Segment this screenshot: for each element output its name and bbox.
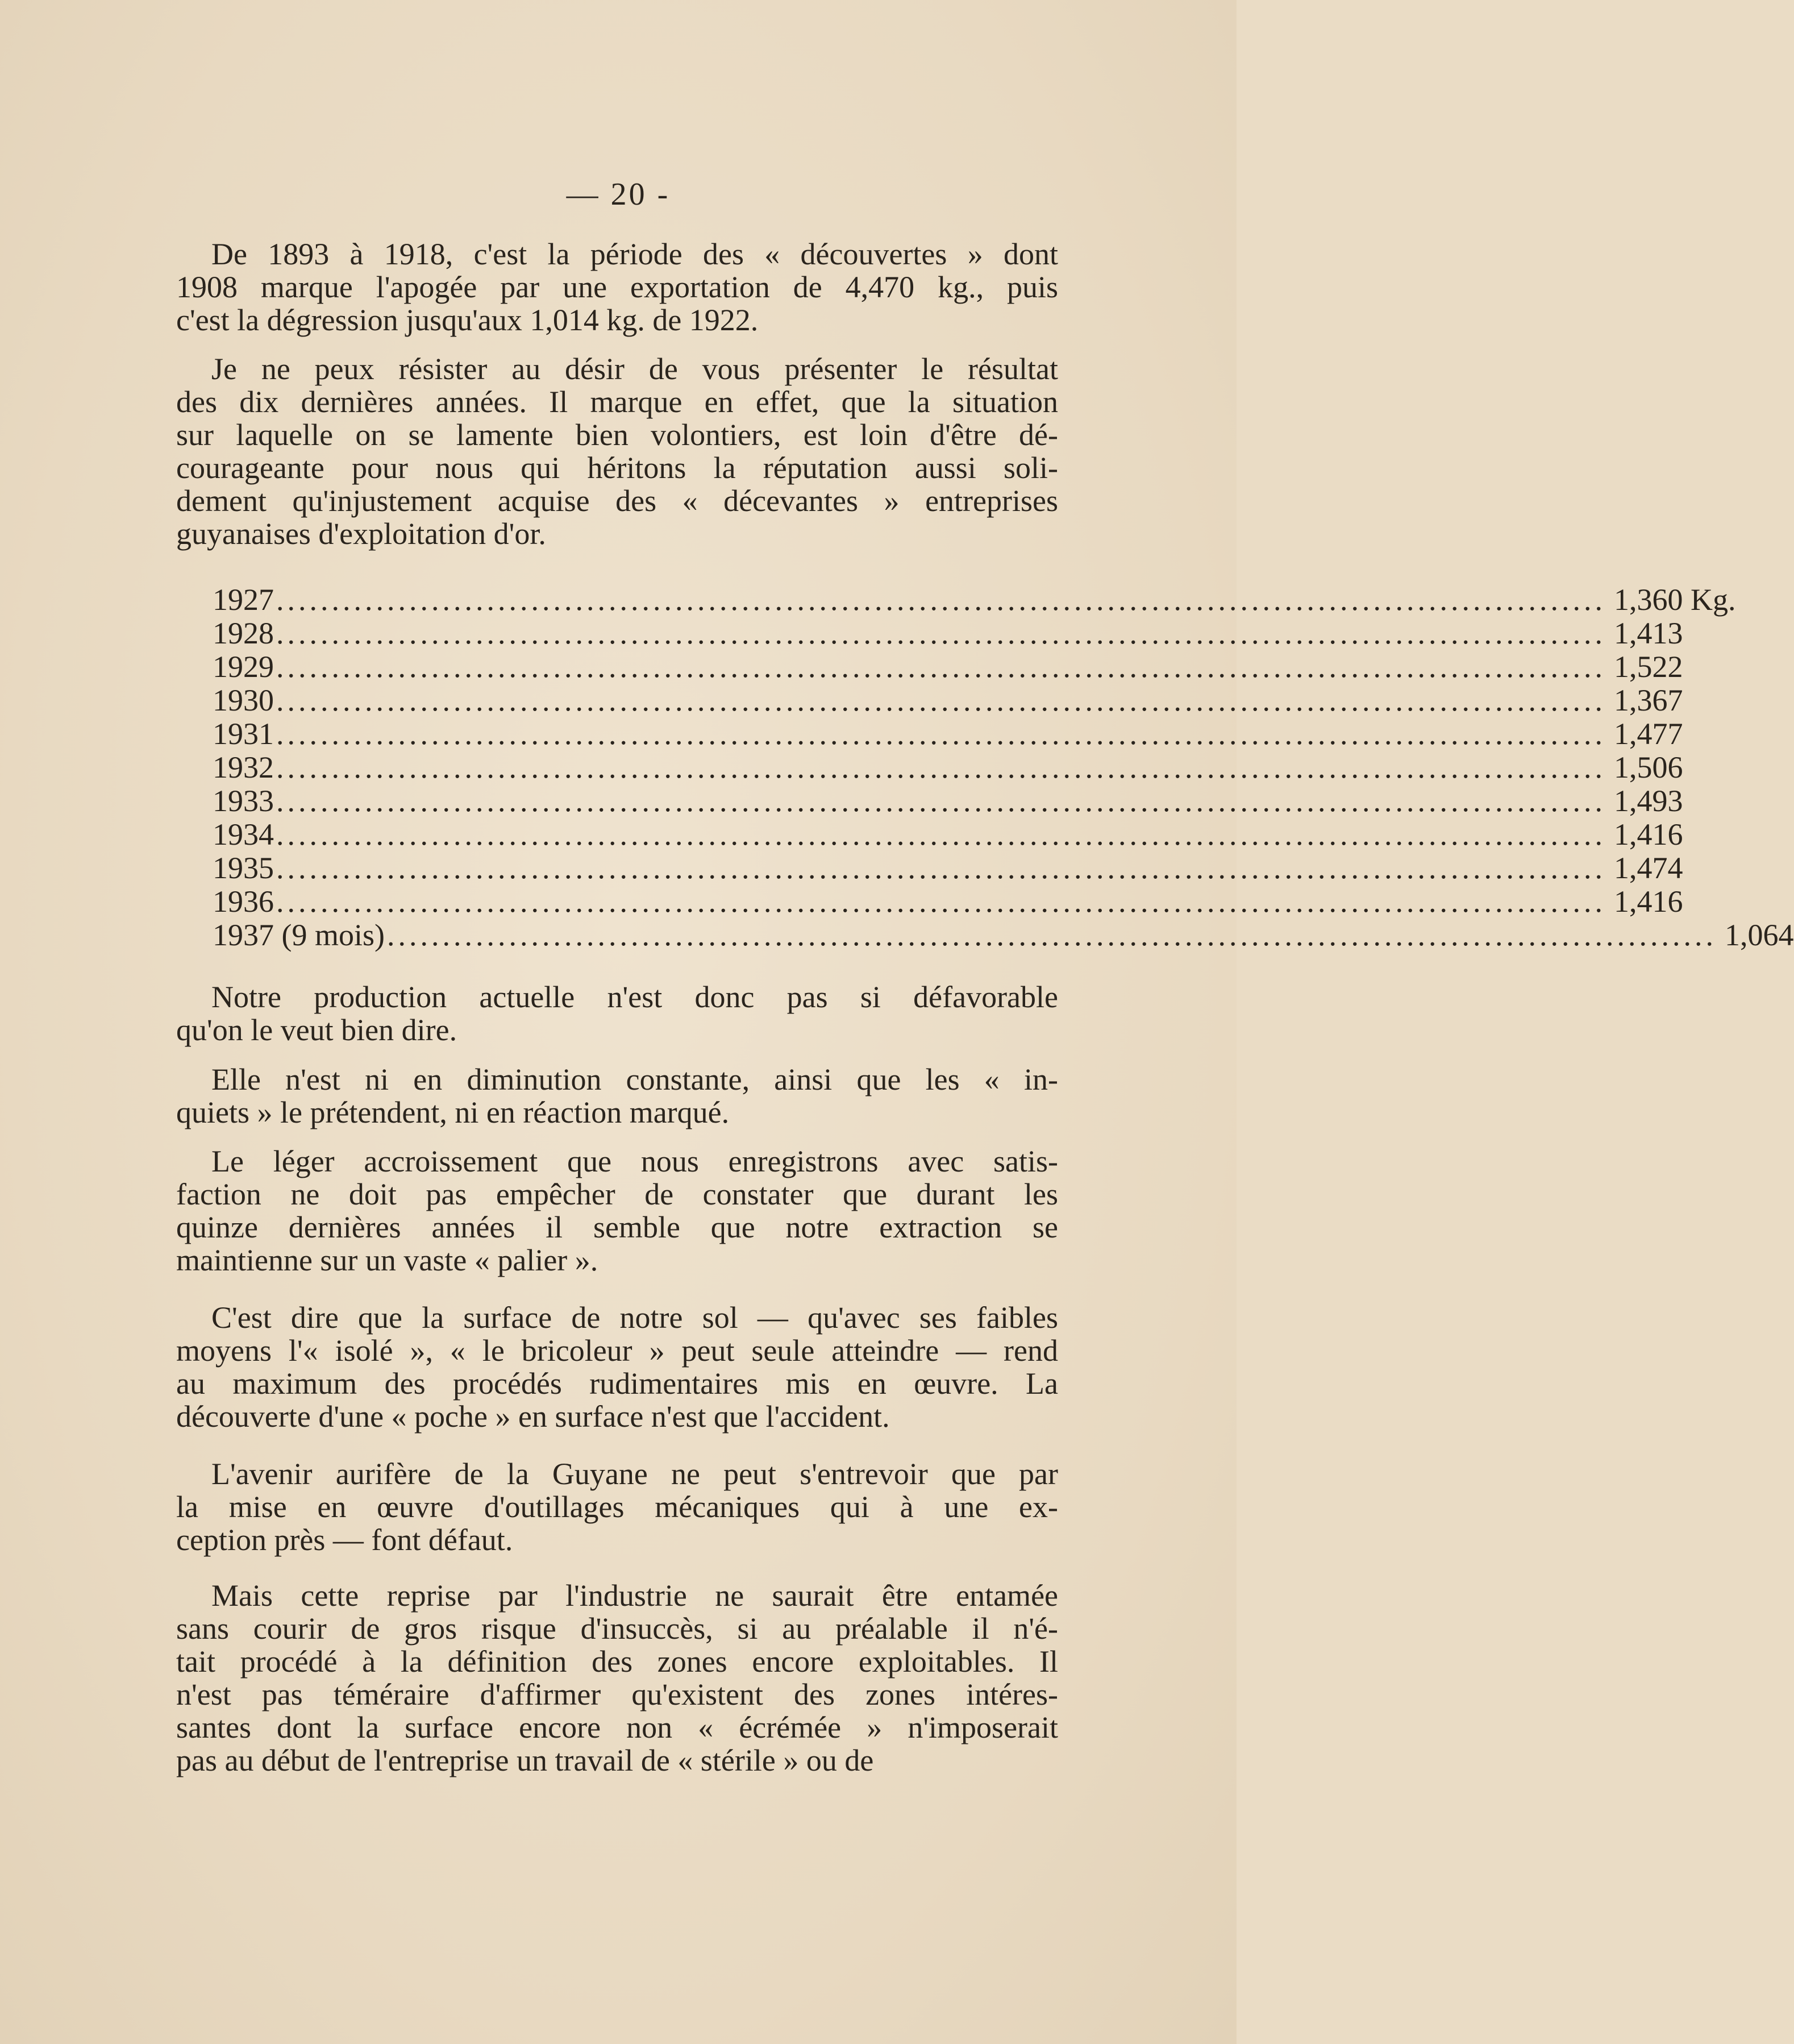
paragraph-line: C'est dire que la surface de notre sol — qu'avec ses faibles: [211, 1301, 1058, 1335]
value-cell: 1,522: [1614, 650, 1683, 684]
value-cell: 1,064: [1725, 918, 1794, 952]
paragraph-line: courageante pour nous qui héritons la réputation aussi soli-: [176, 451, 1058, 485]
dot-leader: ........................................................................................................................: [276, 650, 1606, 684]
table-row: [213, 583, 1736, 617]
paragraph-line: qu'on le veut bien dire.: [176, 1013, 457, 1047]
paragraph-line: santes dont la surface encore non « écrémée » n'imposerait: [176, 1710, 1058, 1744]
table-row: [213, 616, 1683, 650]
dot-leader: ........................................................................................................................: [276, 817, 1606, 851]
value-cell: 1,474: [1614, 851, 1683, 885]
year-cell: 1929: [213, 650, 274, 684]
year-cell: 1934: [213, 817, 274, 851]
dot-leader: ........................................................................................................................: [276, 851, 1606, 885]
paragraph-line: guyanaises d'exploitation d'or.: [176, 517, 546, 551]
value-cell: 1,477: [1614, 717, 1683, 751]
paragraph-line: moyens l'« isolé », « le bricoleur » peut seule atteindre — rend: [176, 1333, 1058, 1368]
value-cell: 1,413: [1614, 616, 1683, 650]
paragraph-line: pas au début de l'entreprise un travail de « stérile » ou de: [176, 1743, 874, 1777]
year-cell: 1933: [213, 784, 274, 818]
year-cell: 1935: [213, 851, 274, 885]
year-cell: 1937 (9 mois): [213, 918, 385, 952]
table-row: [213, 784, 1683, 818]
table-row: [213, 750, 1683, 784]
dot-leader: ........................................................................................................................: [276, 616, 1606, 650]
value-cell: 1,493: [1614, 784, 1683, 818]
value-cell: 1,367: [1614, 683, 1683, 717]
paragraph-line: Notre production actuelle n'est donc pas si défavorable: [211, 980, 1058, 1014]
table-row: [213, 683, 1683, 717]
paragraph-line: la mise en œuvre d'outillages mécaniques qui à une ex-: [176, 1490, 1058, 1524]
paragraph-line: L'avenir aurifère de la Guyane ne peut s'entrevoir que par: [211, 1457, 1058, 1491]
paragraph-line: De 1893 à 1918, c'est la période des « découvertes » dont: [211, 237, 1058, 271]
dot-leader: ........................................................................................................................: [276, 717, 1606, 751]
table-row: [213, 817, 1683, 851]
table-row: [213, 918, 1794, 952]
paragraph-line: quinze dernières années il semble que notre extraction se: [176, 1210, 1058, 1244]
table-row: [213, 717, 1683, 751]
table-row: [213, 851, 1683, 885]
value-cell: 1,416: [1614, 817, 1683, 851]
paragraph-line: faction ne doit pas empêcher de constater que durant les: [176, 1177, 1058, 1211]
value-cell: 1,360 Kg.: [1614, 583, 1736, 617]
year-cell: 1932: [213, 750, 274, 784]
year-cell: 1928: [213, 616, 274, 650]
dot-leader: ........................................................................................................................: [276, 583, 1606, 617]
dot-leader: ........................................................................................................................: [387, 918, 1717, 952]
year-cell: 1931: [213, 717, 274, 751]
value-cell: 1,506: [1614, 750, 1683, 784]
paragraph-line: n'est pas téméraire d'affirmer qu'existent des zones intéres-: [176, 1677, 1058, 1711]
paragraph-line: quiets » le prétendent, ni en réaction marqué.: [176, 1095, 730, 1129]
paragraph-line: Mais cette reprise par l'industrie ne saurait être entamée: [211, 1578, 1058, 1613]
paragraph-line: dement qu'injustement acquise des « décevantes » entreprises: [176, 484, 1058, 518]
dot-leader: ........................................................................................................................: [276, 884, 1606, 919]
year-cell: 1936: [213, 884, 274, 919]
paragraph-line: Elle n'est ni en diminution constante, ainsi que les « in-: [211, 1062, 1058, 1096]
paragraph-line: Je ne peux résister au désir de vous présenter le résultat: [211, 352, 1058, 386]
value-cell: 1,416: [1614, 884, 1683, 919]
paragraph-line: 1908 marque l'apogée par une exportation de 4,470 kg., puis: [176, 270, 1058, 304]
paragraph-line: des dix dernières années. Il marque en effet, que la situation: [176, 385, 1058, 419]
paragraph-line: sur laquelle on se lamente bien volontiers, est loin d'être dé-: [176, 418, 1058, 452]
dot-leader: ........................................................................................................................: [276, 683, 1606, 717]
year-cell: 1930: [213, 683, 274, 717]
paragraph-line: c'est la dégression jusqu'aux 1,014 kg. de 1922.: [176, 303, 759, 337]
year-cell: 1927: [213, 583, 274, 617]
paragraph-line: maintienne sur un vaste « palier ».: [176, 1243, 598, 1277]
dot-leader: ........................................................................................................................: [276, 750, 1606, 784]
page-number: — 20 -: [566, 177, 671, 212]
paragraph-line: sans courir de gros risque d'insuccès, si au préalable il n'é-: [176, 1611, 1058, 1646]
table-row: [213, 650, 1683, 684]
dot-leader: ........................................................................................................................: [276, 784, 1606, 818]
paragraph-line: Le léger accroissement que nous enregistrons avec satis-: [211, 1144, 1058, 1178]
paragraph-line: au maximum des procédés rudimentaires mis en œuvre. La: [176, 1366, 1058, 1401]
paragraph-line: découverte d'une « poche » en surface n'est que l'accident.: [176, 1399, 890, 1434]
paragraph-line: ception près — font défaut.: [176, 1523, 513, 1557]
table-row: [213, 884, 1683, 919]
paragraph-line: tait procédé à la définition des zones encore exploitables. Il: [176, 1644, 1058, 1679]
